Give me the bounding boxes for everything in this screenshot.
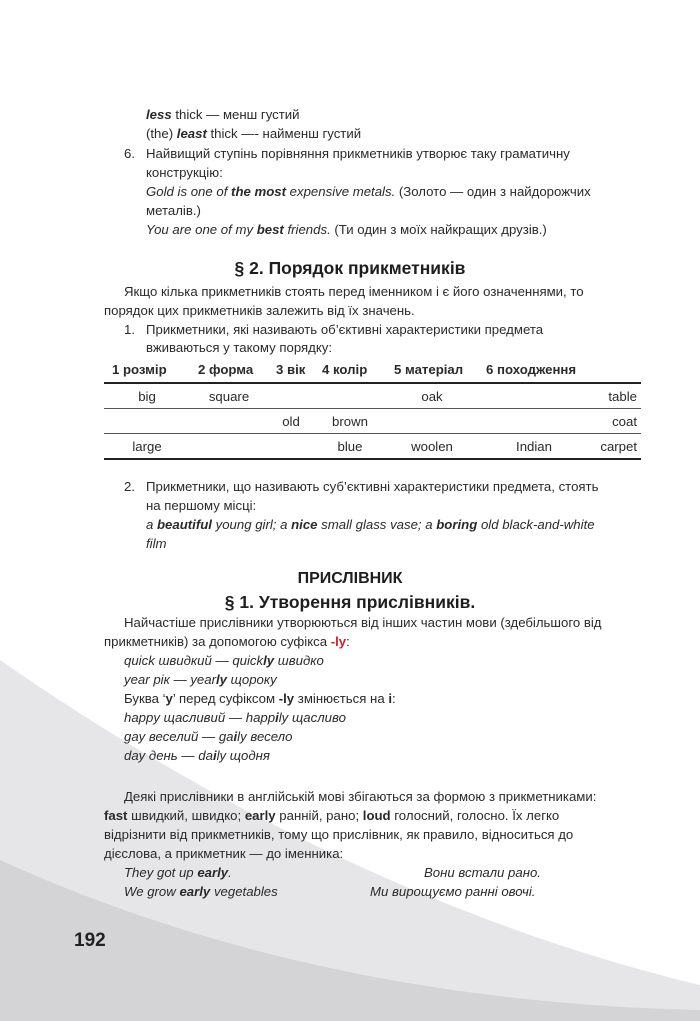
table-cell: blue: [314, 434, 386, 460]
ex-text: .: [228, 865, 232, 880]
table-cell: [314, 383, 386, 409]
item2-number: 2.: [124, 479, 135, 494]
table-cell: [190, 434, 268, 460]
ex-bold: boring: [436, 517, 478, 532]
adverb-ex4: [124, 728, 292, 745]
adverb-heading: § 1. Утворення прислівників.: [224, 592, 476, 612]
p-text: Буква ‘: [124, 691, 166, 706]
ex-bold: nice: [291, 517, 318, 532]
ex-bold: the most: [231, 184, 286, 199]
ex-text: щороку: [226, 672, 277, 687]
p-text: ’ перед суфіксом: [172, 691, 279, 706]
ex-bold: i: [212, 748, 217, 763]
header-size: 1 розмір: [104, 356, 190, 383]
ex-translation: (Ти один з моїх найкращих друзів.): [330, 222, 547, 237]
adverb-ex3: [124, 709, 346, 726]
less-rest: thick — менш густий: [171, 107, 300, 122]
table-cell: oak: [386, 383, 478, 409]
example-gold: [146, 183, 591, 200]
ex-bold: best: [256, 222, 284, 237]
adverb-ex7: [124, 883, 278, 900]
ex-bold: ly: [215, 672, 227, 687]
table-cell: [478, 383, 590, 409]
ex-translation: (Золото — один з найдорожчих: [395, 184, 591, 199]
ex-bold: early: [197, 865, 229, 880]
table-cell: woolen: [386, 434, 478, 460]
ex-text: ly весело: [237, 729, 293, 744]
less-word: less: [146, 107, 172, 122]
header-origin: 6 походження: [478, 356, 590, 383]
table-cell: carpet: [590, 434, 641, 460]
adverb-ex2: [124, 671, 277, 688]
ex-text: old black-and-white: [477, 517, 595, 532]
item1-number: 1.: [124, 322, 135, 337]
p-bold: -ly: [278, 691, 295, 706]
table-cell: brown: [314, 409, 386, 434]
header-color: 4 колір: [314, 356, 386, 383]
item2-example-cont: film: [146, 536, 167, 551]
adverb-p2: [104, 633, 350, 650]
ex-text: You are one of my: [146, 222, 257, 237]
least-line: [146, 125, 361, 142]
table-cell: [386, 409, 478, 434]
adverb-title: ПРИСЛІВНИК: [297, 570, 403, 587]
item2-line2: на першому місці:: [146, 498, 257, 513]
ex-bold: beautiful: [157, 517, 212, 532]
page-number: 192: [74, 930, 106, 951]
table-cell: Indian: [478, 434, 590, 460]
item6-number: 6.: [124, 146, 135, 161]
adverb-ex5: [124, 747, 270, 764]
p-text: :: [346, 634, 350, 649]
p-text: ранній, рано;: [275, 808, 363, 823]
less-line: [146, 106, 300, 123]
p-text: швидкий, швидко;: [127, 808, 245, 823]
section2-heading: § 2. Порядок прикметників: [234, 258, 466, 278]
item2-line1: Прикметники, що називають суб’єктивні характеристики предмета, стоять: [146, 479, 599, 494]
item1-line2: вживаються у такому порядку:: [146, 340, 333, 355]
ex-text: vegetables: [210, 884, 278, 899]
least-rest: thick —- найменш густий: [206, 126, 362, 141]
table-header-row: [104, 356, 641, 383]
ex-text: швидко: [274, 653, 324, 668]
table-cell: [104, 409, 190, 434]
p-bold: у: [165, 691, 173, 706]
header-material: 5 матеріал: [386, 356, 478, 383]
example-gold-cont: металів.): [146, 203, 201, 218]
adverb-p6: дієслова, а прикметник — до іменника:: [104, 846, 344, 861]
table-row: [104, 434, 641, 460]
table-cell: square: [190, 383, 268, 409]
adverb-p4: [104, 807, 559, 824]
p-text: змінюється на: [294, 691, 389, 706]
section2-intro2: порядок цих прикметників залежить від їх значень.: [104, 303, 415, 318]
ex-text: gay веселий — ga: [124, 729, 234, 744]
table-cell: [478, 409, 590, 434]
ex-text: small glass vase; a: [317, 517, 437, 532]
p-text: прикметників) за допомогою суфікса: [104, 634, 331, 649]
adverb-ex1: [124, 652, 324, 669]
suffix-ly: -ly: [330, 634, 347, 649]
header-noun: [590, 356, 641, 383]
table-row: [104, 409, 641, 434]
ex-text: quick швидкий — quick: [124, 653, 264, 668]
table-cell: table: [590, 383, 641, 409]
ex-bold: ly: [263, 653, 275, 668]
ex-text: happy щасливий — happ: [124, 710, 276, 725]
ex-text: ly щасливо: [278, 710, 346, 725]
section2-intro1: Якщо кілька прикметників стоять перед іменником і є його означеннями, то: [124, 284, 584, 299]
example-friends: [146, 221, 547, 238]
table-cell: [268, 434, 314, 460]
header-shape: 2 форма: [190, 356, 268, 383]
p-text: :: [392, 691, 396, 706]
ex-bold: i: [275, 710, 279, 725]
ex-text: young girl; a: [211, 517, 292, 532]
ex-text: expensive metals.: [286, 184, 396, 199]
ex-text: They got up: [124, 865, 198, 880]
least-word: least: [176, 126, 207, 141]
p-text: голосний, голосно. Їх легко: [390, 808, 560, 823]
table-cell: big: [104, 383, 190, 409]
ex-text: ly щодня: [216, 748, 270, 763]
ex-text: friends.: [283, 222, 331, 237]
ex-text: day день — da: [124, 748, 213, 763]
ex-text: We grow: [124, 884, 180, 899]
adverb-ex7-translation: Ми вирощуємо ранні овочі.: [370, 884, 536, 899]
item2-example: [146, 516, 595, 533]
table-cell: [190, 409, 268, 434]
p-bold: early: [244, 808, 276, 823]
header-age: 3 вік: [268, 356, 314, 383]
adverb-ex6: [124, 864, 232, 881]
ex-bold: early: [179, 884, 211, 899]
p-bold: loud: [362, 808, 391, 823]
ex-text: year рік — year: [124, 672, 216, 687]
ex-text: Gold is one of: [146, 184, 232, 199]
adverb-p5: відрізнити від прикметників, тому що прислівник, як правило, відноситься до: [104, 827, 574, 842]
ex-text: a: [146, 517, 157, 532]
table-cell: [268, 383, 314, 409]
item6-line2: конструкцію:: [146, 165, 223, 180]
item6-line1: Найвищий ступінь порівняння прикметників утворює таку граматичну: [146, 146, 570, 161]
least-prefix: (the): [146, 126, 177, 141]
ex-bold: i: [233, 729, 238, 744]
table-cell: coat: [590, 409, 641, 434]
table-cell: old: [268, 409, 314, 434]
table-cell: large: [104, 434, 190, 460]
table-row: [104, 383, 641, 409]
p-bold: і: [388, 691, 392, 706]
adverb-ex6-translation: Вони встали рано.: [424, 865, 541, 880]
adverb-p3: Деякі прислівники в англійській мові збігаються за формою з прикметниками:: [124, 789, 597, 804]
item1-line1: Прикметники, які називають об’єктивні характеристики предмета: [146, 322, 544, 337]
adverb-p1: Найчастіше прислівники утворюються від інших частин мови (здебільшого від: [124, 615, 602, 630]
adverb-rule: [124, 690, 396, 707]
adjective-order-table: [104, 356, 641, 460]
p-bold: fast: [104, 808, 128, 823]
